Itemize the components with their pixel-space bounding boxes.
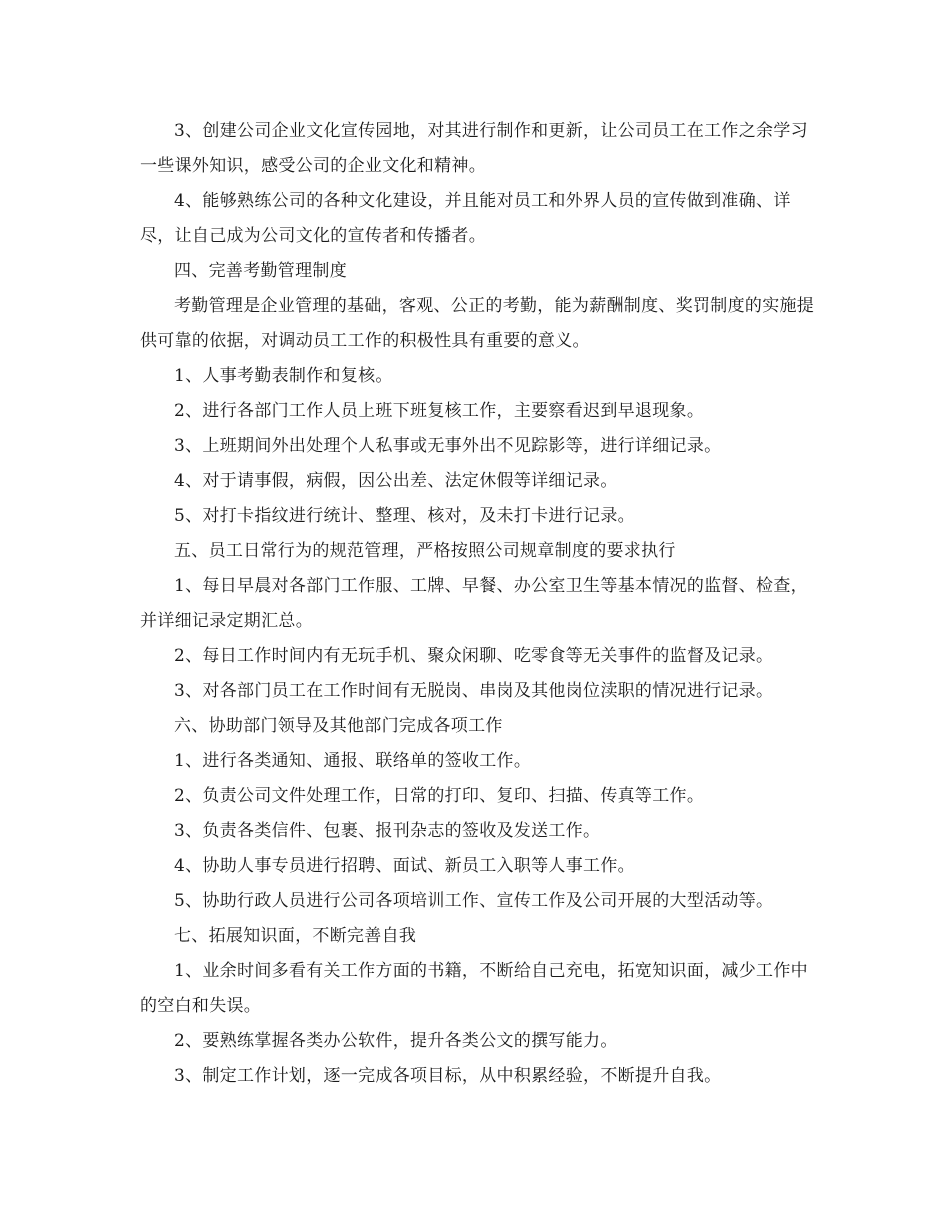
section-heading-assist: 六、协助部门领导及其他部门完成各项工作 — [174, 716, 503, 736]
paragraph-self-improvement-2: 2、要熟练掌握各类办公软件，提升各类公文的撰写能力。 — [174, 1031, 618, 1051]
section-heading-conduct: 五、员工日常行为的规范管理，严格按照公司规章制度的要求执行 — [174, 541, 676, 561]
paragraph-assist-3: 3、负责各类信件、包裹、报刊杂志的签收及发送工作。 — [174, 821, 601, 841]
paragraph-assist-5: 5、协助行政人员进行公司各项培训工作、宣传工作及公司开展的大型活动等。 — [174, 891, 774, 911]
paragraph-assist-4: 4、协助人事专员进行招聘、面试、新员工入职等人事工作。 — [174, 856, 635, 876]
paragraph-self-improvement-3: 3、制定工作计划，逐一完成各项目标，从中积累经验，不断提升自我。 — [174, 1066, 722, 1086]
paragraph-conduct-1: 1、每日早晨对各部门工作服、工牌、早餐、办公室卫生等基本情况的监督、检查，并详细记录定期汇总。 — [140, 576, 808, 631]
paragraph-attendance-4: 4、对于请事假，病假，因公出差、法定休假等详细记录。 — [174, 471, 618, 491]
paragraph-conduct-2: 2、每日工作时间内有无玩手机、聚众闲聊、吃零食等无关事件的监督及记录。 — [174, 646, 774, 666]
paragraph-attendance-5: 5、对打卡指纹进行统计、整理、核对，及未打卡进行记录。 — [174, 506, 635, 526]
paragraph-attendance-1: 1、人事考勤表制作和复核。 — [174, 366, 393, 386]
paragraph-attendance-2: 2、进行各部门工作人员上班下班复核工作，主要察看迟到早退现象。 — [174, 401, 705, 421]
paragraph-item-4-culture-promotion: 4、能够熟练公司的各种文化建设，并且能对员工和外界人员的宣传做到准确、详尽，让自己成为公司文化的宣传者和传播者。 — [140, 191, 791, 246]
paragraph-assist-2: 2、负责公司文件处理工作，日常的打印、复印、扫描、传真等工作。 — [174, 786, 705, 806]
section-heading-self-improvement: 七、拓展知识面，不断完善自我 — [174, 926, 417, 946]
paragraph-attendance-intro: 考勤管理是企业管理的基础，客观、公正的考勤，能为薪酬制度、奖罚制度的实施提供可靠的依据，对调动员工工作的积极性具有重要的意义。 — [140, 296, 815, 351]
paragraph-conduct-3: 3、对各部门员工在工作时间有无脱岗、串岗及其他岗位渎职的情况进行记录。 — [174, 681, 774, 701]
paragraph-self-improvement-1: 1、业余时间多看有关工作方面的书籍，不断给自己充电，拓宽知识面，减少工作中的空白和失误。 — [140, 961, 808, 1016]
paragraph-attendance-3: 3、上班期间外出处理个人私事或无事外出不见踪影等，进行详细记录。 — [174, 436, 722, 456]
section-heading-attendance: 四、完善考勤管理制度 — [174, 261, 347, 281]
paragraph-assist-1: 1、进行各类通知、通报、联络单的签收工作。 — [174, 751, 532, 771]
document-body — [140, 114, 815, 1094]
paragraph-item-3-culture-board: 3、创建公司企业文化宣传园地，对其进行制作和更新，让公司员工在工作之余学习一些课外知识，感受公司的企业文化和精神。 — [140, 121, 808, 176]
